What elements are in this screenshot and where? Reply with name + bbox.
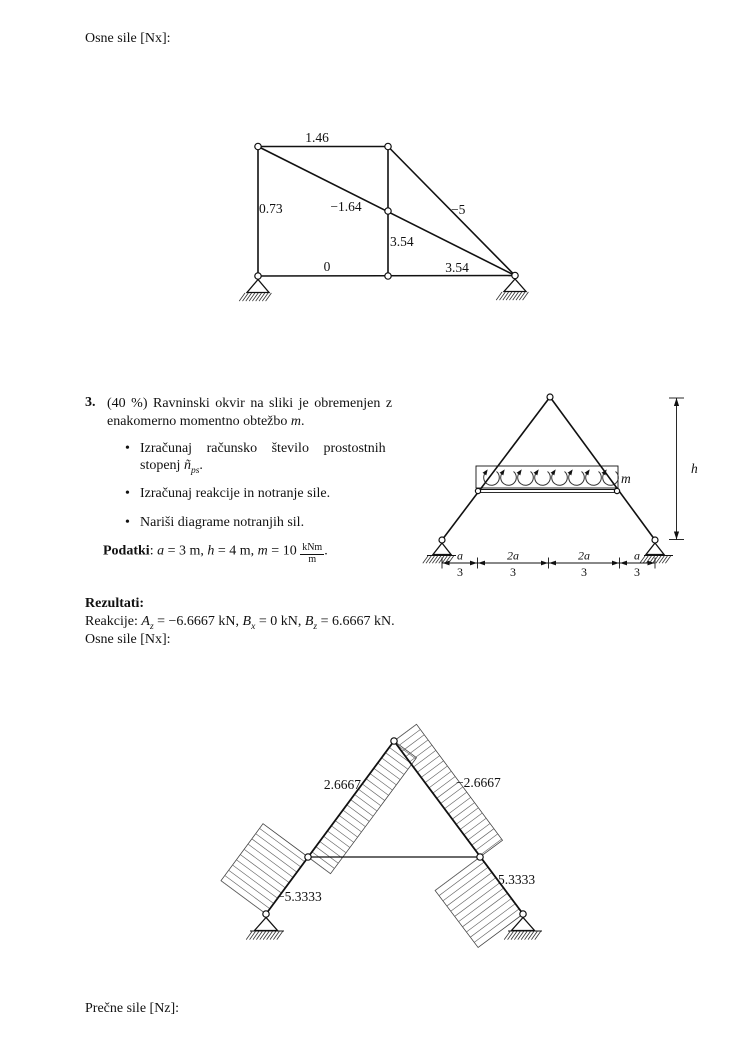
height-dimension xyxy=(669,398,698,540)
pin-support-left xyxy=(246,918,284,940)
section-label-osne-top: Osne sile [Nx]: xyxy=(85,31,171,46)
dim-2a3-1-den: 3 xyxy=(510,565,516,579)
section-label-precne-bottom: Prečne sile [Nz]: xyxy=(85,1001,180,1016)
frame-legs xyxy=(442,397,655,540)
force-label-right-top: −2.6667 xyxy=(456,775,501,790)
reaction-Bz: B xyxy=(304,614,314,629)
pin-support-left xyxy=(239,280,271,302)
reaction-Bx: B xyxy=(242,614,252,629)
bullet1-var-nps: ñ xyxy=(183,457,191,473)
force-label-left-bottom: −5.3333 xyxy=(277,889,322,904)
force-label-main-diagonal: −1.64 xyxy=(330,199,362,214)
frame-load-figure xyxy=(420,385,720,585)
podatki-var-a: a xyxy=(157,543,165,559)
problem-number: 3. xyxy=(85,395,96,410)
dim-a3-1-num: a xyxy=(457,548,463,563)
dim-2a3-2-den: 3 xyxy=(581,565,587,579)
bullet2-marker: • xyxy=(125,486,130,501)
frame-beam xyxy=(478,490,617,493)
force-label-bottom-right: 3.54 xyxy=(445,260,469,275)
bullet1-line2: stopenj xyxy=(140,457,184,473)
podatki-label: Podatki xyxy=(103,543,150,559)
moment-arrows xyxy=(483,469,619,485)
statement-line2: enakomerno momentno obtežbo xyxy=(107,414,291,429)
axial-force-band-right-bottom xyxy=(435,857,523,948)
bullet3-text: Nariši diagrame notranjih sil. xyxy=(140,515,305,530)
frame-joints xyxy=(439,394,658,543)
dim-a3-2-num: a xyxy=(634,548,640,563)
axial-force-labels xyxy=(277,775,535,904)
statement-var-m: m xyxy=(290,414,302,429)
bullet3-marker: • xyxy=(125,515,130,530)
bullet1-end: . xyxy=(199,457,203,473)
force-label-mid-post: 3.54 xyxy=(390,234,414,249)
podatki-var-m: m xyxy=(257,543,268,559)
section-label-osne-results: Osne sile [Nx]: xyxy=(85,632,171,647)
force-label-right-bottom: 5.3333 xyxy=(498,872,536,887)
dim-2a3-2-num: 2a xyxy=(578,548,590,563)
podatki-unit-fraction: $\frac{\text{kNm}}{m}$ xyxy=(302,542,323,565)
force-label-top-chord: 1.46 xyxy=(305,130,329,145)
moment-load-label: m xyxy=(621,471,631,486)
statement-end: . xyxy=(301,414,305,429)
podatki-line: Podatki: a = 3 m, h = 4 m, m = 10 $\frac{\text{kNm}}{m}$ . xyxy=(103,542,328,565)
bullet1-line1: Izračunaj računsko število prostostnih xyxy=(140,441,386,456)
moment-load-box xyxy=(476,466,618,488)
statement-line1: (40 %) Ravninski okvir na sliki je obremenjen z xyxy=(107,396,393,411)
force-label-left-post: 0.73 xyxy=(259,201,283,216)
bottom-dimension-line xyxy=(442,549,655,580)
bullet1-sub-ps: ps xyxy=(190,465,200,476)
truss-force-labels xyxy=(259,130,469,275)
force-label-right-diagonal: −5 xyxy=(451,202,466,217)
force-label-bottom-left: 0 xyxy=(323,259,331,274)
truss-joints xyxy=(255,143,518,279)
reaction-A: A xyxy=(141,614,150,629)
pin-support-right xyxy=(640,543,673,563)
reactions-line: Reakcije: $A_z = -6.6667$ kN, $B_x = 0$ kN, $B_z = 6.6667$ kN. xyxy=(85,614,395,632)
force-label-left-top: 2.6667 xyxy=(323,777,361,792)
dim-a3-2-den: 3 xyxy=(634,565,640,579)
bullet1-marker: • xyxy=(125,441,130,456)
bullet1-text xyxy=(140,441,425,479)
bullet2-text: Izračunaj reakcije in notranje sile. xyxy=(140,486,331,501)
dim-a3-1-den: 3 xyxy=(457,565,463,579)
axial-force-band-right-top xyxy=(394,724,503,857)
axial-force-band-left-top xyxy=(308,741,417,874)
pin-support-right xyxy=(504,918,542,940)
truss-axial-force-figure xyxy=(235,128,545,314)
pin-support-left xyxy=(423,543,456,563)
results-heading: Rezultati: xyxy=(85,596,145,611)
dim-2a3-1-num: 2a xyxy=(507,548,519,563)
problem-statement xyxy=(107,395,419,431)
height-label: h xyxy=(691,461,698,476)
pin-support-right xyxy=(496,279,528,300)
podatki-var-h: h xyxy=(207,543,215,559)
frame-axial-force-figure xyxy=(215,722,560,957)
